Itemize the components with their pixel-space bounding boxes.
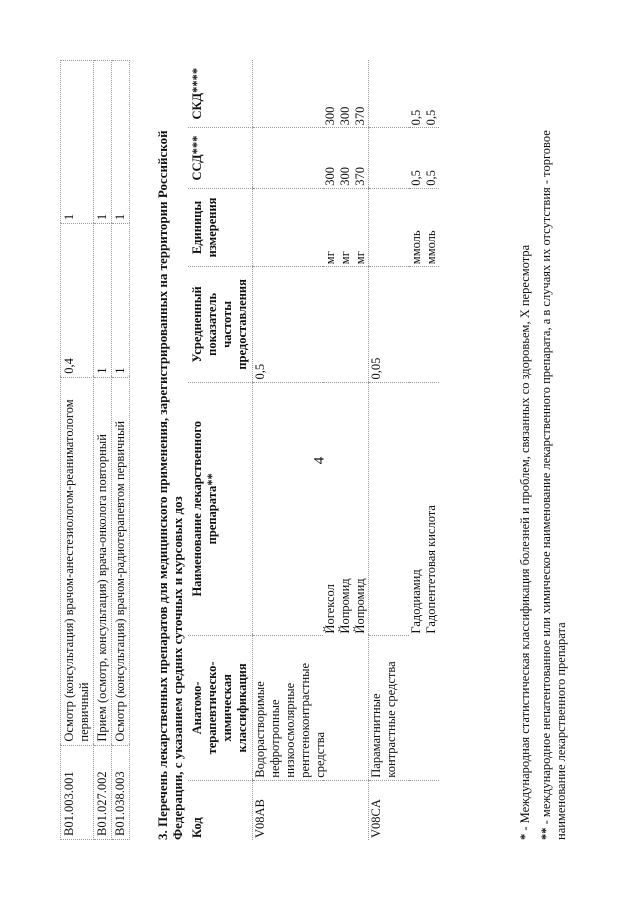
drug-name: Гадодиамид <box>409 569 423 634</box>
unit-list <box>409 188 439 266</box>
header-daily-dose: ССД*** <box>188 128 253 188</box>
unit: мг <box>338 251 352 265</box>
unit: мг <box>353 251 367 265</box>
drug-name-list <box>409 382 439 636</box>
header-atc: Анатомо-терапевтическо-химическая классификация <box>188 636 253 781</box>
drug-table <box>188 60 439 840</box>
daily-dose <box>369 128 410 188</box>
footnote-2 <box>539 60 569 840</box>
table-row <box>61 61 94 840</box>
footnote-mark: * <box>518 833 532 840</box>
service-name: Осмотр (консультация) врачом-анестезиологом-реаниматологом первичный <box>61 377 94 745</box>
table-header-row <box>188 60 253 840</box>
course-dose: 300 <box>338 106 352 126</box>
unit: ммоль <box>424 230 438 265</box>
rotated-document <box>60 60 600 840</box>
table-row <box>253 60 324 840</box>
header-course-dose: СКД**** <box>188 60 253 128</box>
group-frequency: 0,5 <box>253 267 324 382</box>
unit: мг <box>323 251 337 265</box>
drug-name: Йопромид <box>353 578 367 634</box>
course-dose <box>253 60 324 128</box>
page-number: 4 <box>311 456 328 465</box>
course-dose: 370 <box>353 106 367 126</box>
table-row <box>94 61 112 840</box>
atc-code: V08AB <box>253 780 369 840</box>
frequency-cell <box>323 267 369 382</box>
course-dose <box>369 60 410 128</box>
service-frequency: 1 <box>112 224 130 378</box>
service-code: B01.003.001 <box>61 745 94 839</box>
course-dose-list <box>409 60 439 128</box>
daily-dose: 300 <box>323 167 337 186</box>
course-dose-list <box>323 60 369 128</box>
group-frequency: 0,05 <box>369 267 410 382</box>
footnotes <box>518 60 575 840</box>
daily-dose: 370 <box>353 167 367 186</box>
drug-name: Гадопентетовая кислота <box>424 505 438 634</box>
drug-name: Йопромид <box>338 578 352 634</box>
course-dose: 300 <box>323 106 337 126</box>
atc-group: Парамагнитные контрастные средства <box>369 636 440 781</box>
service-multiplicity: 1 <box>94 61 112 224</box>
table-row <box>112 61 130 840</box>
daily-dose-list <box>409 128 439 188</box>
header-code: Код <box>190 817 204 838</box>
service-multiplicity: 1 <box>112 61 130 224</box>
section-title: 3. Перечень лекарственных препаратов для медицинского применения, зарегистрированных на территории Российской Федерации, с указанием средних суточных и курсовых доз <box>155 130 185 840</box>
service-multiplicity: 1 <box>61 61 94 224</box>
unit: ммоль <box>409 230 423 265</box>
header-drug-name: Наименование лекарственного препарата** <box>188 382 253 636</box>
footnote-mark: ** <box>539 827 553 840</box>
service-name: Прием (осмотр, консультация) врача-онколога повторный <box>94 377 112 745</box>
daily-dose: 0,5 <box>424 170 438 186</box>
atc-group: Водорастворимые нефротропные низкоосмолярные рентгеноконтрастные средства <box>253 636 369 781</box>
services-table <box>60 60 130 840</box>
drug-name <box>253 382 324 636</box>
drug-name: Йогексол <box>323 584 337 634</box>
unit-list <box>323 188 369 266</box>
service-frequency: 1 <box>94 224 112 378</box>
service-code: B01.027.002 <box>94 745 112 839</box>
unit <box>369 188 410 266</box>
table-row <box>369 60 410 840</box>
daily-dose-list <box>323 128 369 188</box>
drug-name-list <box>323 382 369 636</box>
service-name: Осмотр (консультация) врачом-радиотерапевтом первичный <box>112 377 130 745</box>
header-unit: Единицы измерения <box>188 188 253 266</box>
footnote-text: - международное непатентованное или химическое наименование лекарственного препарата, а в случаях их отсутствия - торговое наименование лекарственного препарата <box>539 130 568 840</box>
frequency-cell <box>409 267 439 382</box>
service-frequency: 0,4 <box>61 224 94 378</box>
header-frequency: Усредненный показатель частоты предоставления <box>188 267 253 382</box>
footnote-text: - Международная статистическая классификация болезней и проблем, связанных со здоровьем, X пересмотра <box>518 244 532 834</box>
daily-dose <box>253 128 324 188</box>
atc-code: V08CA <box>369 780 440 840</box>
service-code: B01.038.003 <box>112 745 130 839</box>
daily-dose: 300 <box>338 167 352 186</box>
unit <box>253 188 324 266</box>
daily-dose: 0,5 <box>409 170 423 186</box>
drug-name <box>369 382 410 636</box>
footnote-1 <box>518 60 533 840</box>
course-dose: 0,5 <box>409 109 423 126</box>
course-dose: 0,5 <box>424 109 438 126</box>
